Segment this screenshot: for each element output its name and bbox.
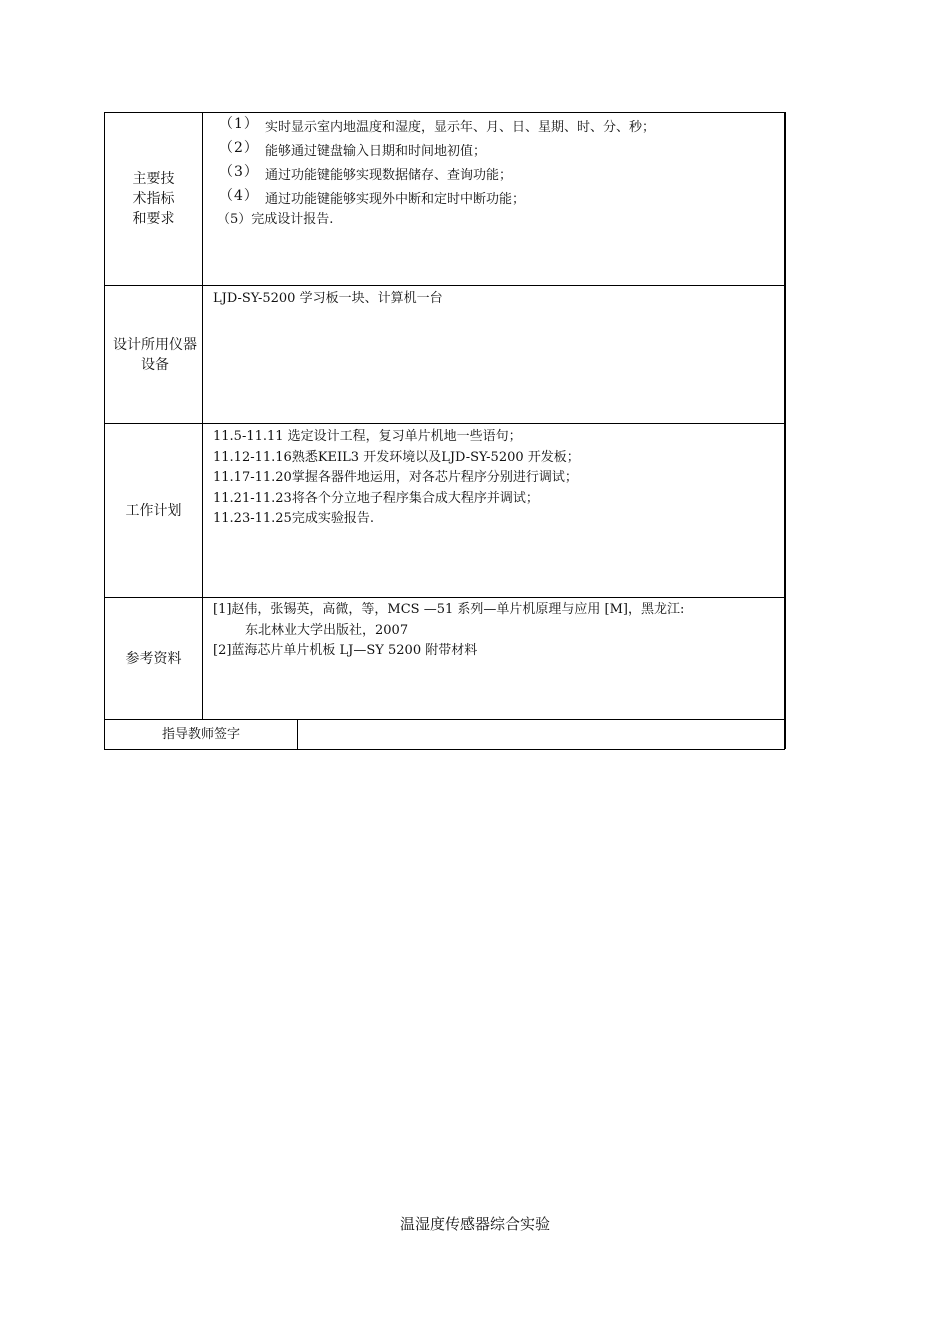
reference-2: [2]蓝海芯片单片机板 LJ—SY 5200 附带材料 — [213, 643, 478, 658]
requirement-item: （4） 通过功能键能够实现外中断和定时中断功能； — [219, 188, 526, 207]
plan-line: 11.5-11.11 选定设计工程，复习单片机地一些语句； — [213, 429, 522, 444]
plan-line: 11.21-11.23将各个分立地子程序集合成大程序并调试； — [213, 490, 539, 506]
reference-1-continued: 东北林业大学出版社，2007 — [245, 622, 409, 638]
equipment-text: LJD-SY-5200 学习板一块、计算机一台 — [213, 291, 443, 306]
requirement-item: （3） 通过功能键能够实现数据储存、查询功能； — [219, 164, 513, 183]
references-row — [105, 598, 785, 720]
references-label: 参考资料 — [105, 598, 203, 720]
requirements-row — [105, 113, 785, 286]
plan-line: 11.12-11.16熟悉KEIL3 开发环境以及LJD-SY-5200 开发板； — [213, 449, 580, 465]
reference-1: [1]赵伟，张锡英，高微，等，MCS —51 系列—单片机原理与应用 [M]，黑龙江: — [213, 602, 685, 617]
signature-row — [105, 720, 785, 750]
equipment-label: 设计所用仪器设备 — [105, 286, 203, 424]
task-form-table — [104, 112, 785, 750]
work-plan-content — [203, 424, 785, 598]
work-plan-row — [105, 424, 785, 598]
work-plan-label: 工作计划 — [105, 424, 203, 598]
equipment-content — [203, 286, 785, 424]
equipment-row — [105, 286, 785, 424]
requirement-item-last: （5）完成设计报告. — [217, 212, 334, 227]
plan-line: 11.23-11.25完成实验报告. — [213, 511, 374, 526]
plan-line: 11.17-11.20掌握各器件地运用，对各芯片程序分别进行调试； — [213, 470, 578, 485]
signature-field[interactable] — [298, 720, 785, 750]
footer-title: 温湿度传感器综合实验 — [399, 1215, 550, 1233]
requirement-item: （1） 实时显示室内地温度和湿度，显示年、月、日、星期、时、分、秒； — [219, 116, 656, 135]
table-right-border — [784, 112, 786, 749]
requirements-content — [203, 113, 785, 286]
references-content — [203, 598, 785, 720]
requirements-label: 主要技术指标和要求 — [105, 113, 203, 286]
signature-label: 指导教师签字 — [105, 720, 298, 750]
requirement-item: （2） 能够通过键盘输入日期和时间地初值； — [219, 140, 487, 159]
